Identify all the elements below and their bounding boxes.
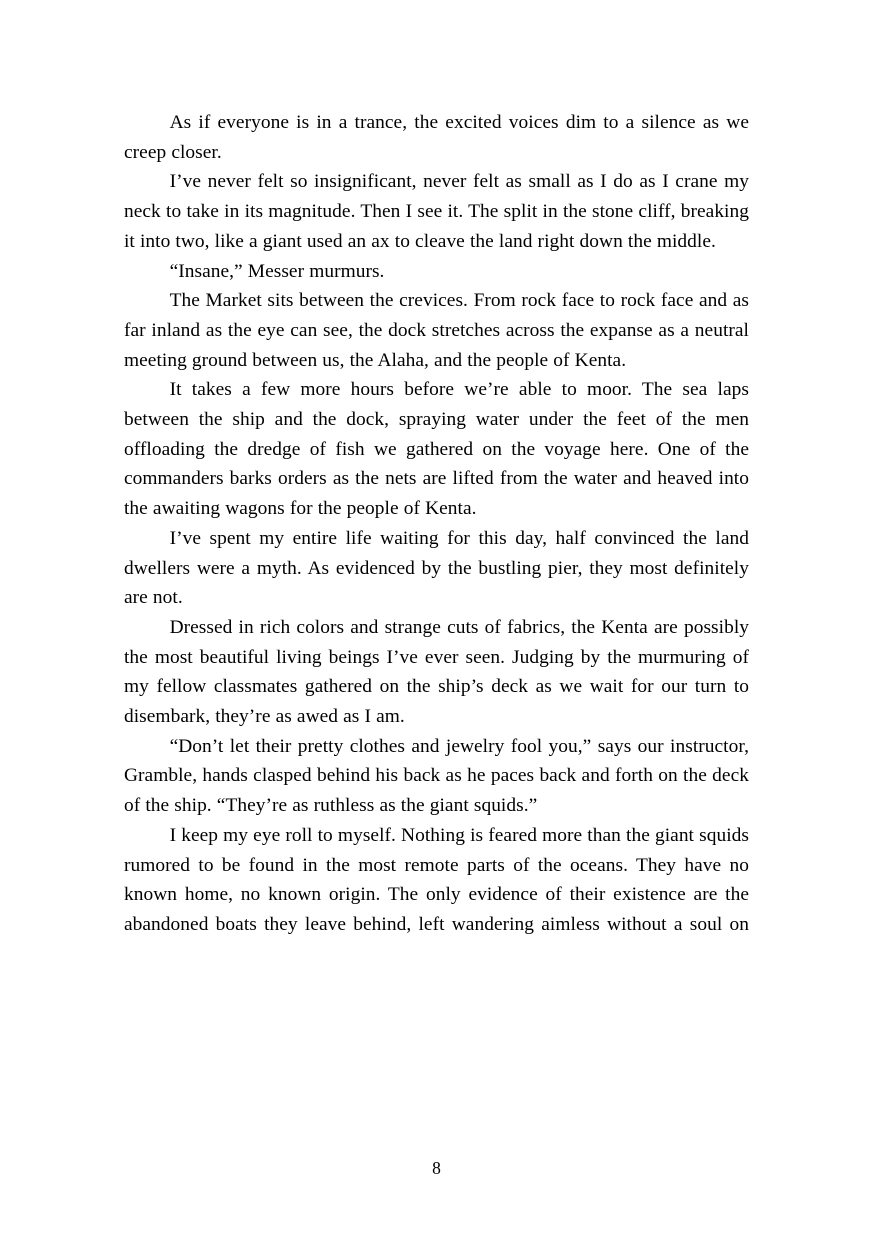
paragraph: The Market sits between the crevices. From rock face to rock face and as far inland as the eye can see, the dock stretches across the expanse as a neutral meeting ground between us, the Alaha, and the people of Kenta. (124, 290, 749, 371)
paragraph: I keep my eye roll to myself. Nothing is feared more than the giant squids rumored to be found in the most remote parts of the oceans. They have no known home, no known origin. The only evidence of their existence are the abandoned boats they leave behind, left wandering aimless without a soul on (124, 824, 749, 935)
paragraph: I’ve spent my entire life waiting for this day, half convinced the land dwellers were a myth. As evidenced by the bustling pier, they most definitely are not. (124, 527, 749, 609)
paragraph: As if everyone is in a trance, the excited voices dim to a silence as we creep closer. (124, 112, 749, 163)
paragraph: “Insane,” Messer murmurs. (169, 260, 385, 282)
paragraph: It takes a few more hours before we’re able to moor. The sea laps between the ship and the dock, spraying water under the feet of the men offloading the dredge of fish we gathered on the voyage here. One of the commanders barks orders as the nets are lifted from the water and heaved into the awaiting wagons for the people of Kenta. (124, 379, 749, 520)
body-text (124, 108, 749, 940)
paragraph: “Don’t let their pretty clothes and jewelry fool you,” says our instructor, Gramble, hands clasped behind his back as he paces back and forth on the deck of the ship. “They’re as ruthless as the giant squids.” (124, 735, 749, 817)
page-number: 8 (432, 1158, 441, 1178)
paragraph: Dressed in rich colors and strange cuts of fabrics, the Kenta are possibly the most beautiful living beings I’ve ever seen. Judging by the murmuring of my fellow classmates gathered on the ship’s deck as we wait for our turn to disembark, they’re as awed as I am. (124, 616, 749, 728)
paragraph: I’ve never felt so insignificant, never felt as small as I do as I crane my neck to take in its magnitude. Then I see it. The split in the stone cliff, breaking it into two, like a giant used an ax to cleave the land right down the middle. (124, 171, 749, 252)
